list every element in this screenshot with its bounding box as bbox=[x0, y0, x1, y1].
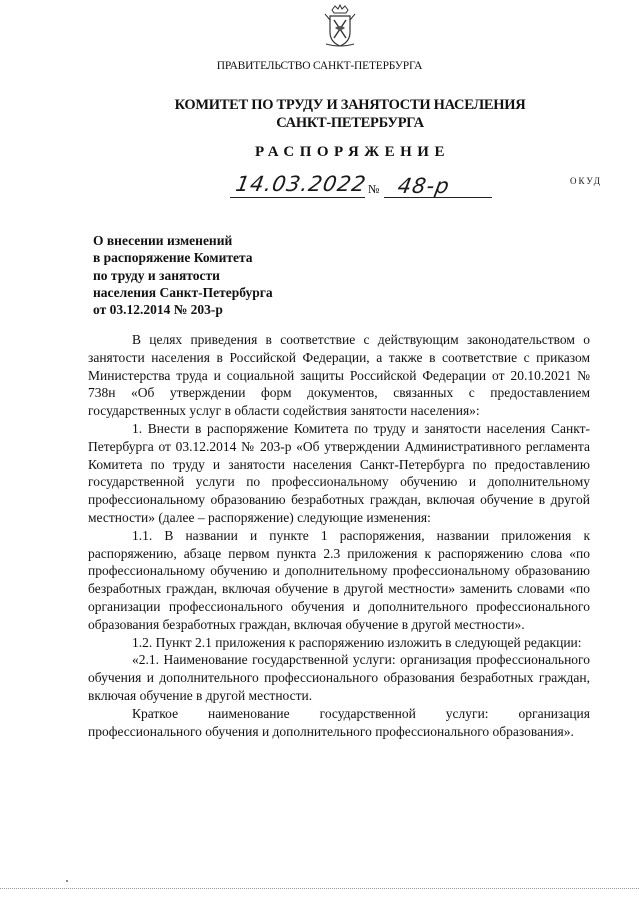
body-paragraph: 1.1. В названии и пункте 1 распоряжения, названии приложения к распоряжению, абзаце первом пункта 2.3 приложения к распоряжению слова «по профессиональному обучению и дополнительному профессиональному образованию безработных граждан, включая обучение в другой местности» заменить словами «по организации профессионального обучения и дополнительного профессионального образования безработных граждан, включая обучение в другой местности». bbox=[88, 527, 590, 632]
subject-line: в распоряжение Комитета bbox=[93, 250, 253, 266]
date-underline bbox=[230, 197, 365, 198]
body-paragraph: 1. Внести в распоряжение Комитета по труду и занятости населения Санкт-Петербурга от 03.12.2014 № 203-р «Об утверждении Административного регламента Комитета по труду и занятости населения Санкт-Петербурга по предоставлению государственной услуги по профессиональному обучению и дополнительному профессиональному образованию безработных граждан, включая обучение в другой местности» (далее – распоряжение) следующие изменения: bbox=[88, 420, 590, 525]
body-paragraph: Краткое наименование государственной услуги: организация профессионального обучения и дополнительного профессионального образования». bbox=[88, 705, 590, 739]
committee-name-line1: КОМИТЕТ ПО ТРУДУ И ЗАНЯТОСТИ НАСЕЛЕНИЯ bbox=[174, 97, 526, 113]
body-paragraph: В целях приведения в соответствие с действующим законодательством о занятости населения в Российской Федерации, а также в соответствие с приказом Министерства труда и социальной защиты Российской Федерации от 20.10.2021 № 738н «Об утверждении форм документов, связанных с предоставлением государственных услуг в области содействия занятости населения»: bbox=[88, 332, 590, 419]
body-paragraph: «2.1. Наименование государственной услуги: организация профессионального обучения и дополнительного профессионального образования безработных граждан, включая обучение в другой местности. bbox=[88, 652, 590, 703]
number-sign: № bbox=[368, 182, 380, 196]
number-underline bbox=[384, 197, 492, 198]
handwritten-number: 48-р bbox=[395, 174, 452, 198]
subject-line: по труду и занятости bbox=[93, 267, 220, 283]
document-type: РАСПОРЯЖЕНИЕ bbox=[255, 144, 450, 160]
subject-line: от 03.12.2014 № 203-р bbox=[93, 302, 223, 318]
government-name: ПРАВИТЕЛЬСТВО САНКТ-ПЕТЕРБУРГА bbox=[216, 60, 423, 72]
handwritten-date: 14.03.2022 bbox=[233, 172, 369, 196]
committee-name-line2: САНКТ-ПЕТЕРБУРГА bbox=[276, 115, 424, 131]
okud-label: ОКУД bbox=[570, 176, 602, 186]
page-bottom-edge bbox=[0, 888, 639, 889]
document-subject bbox=[93, 232, 313, 318]
scan-speck bbox=[66, 880, 68, 882]
coat-of-arms-icon bbox=[323, 4, 357, 48]
subject-line: О внесении изменений bbox=[93, 233, 233, 248]
body-paragraph: 1.2. Пункт 2.1 приложения к распоряжению изложить в следующей редакции: bbox=[132, 634, 582, 650]
document-body bbox=[88, 331, 590, 740]
subject-line: населения Санкт-Петербурга bbox=[93, 284, 273, 300]
committee-name bbox=[150, 96, 550, 132]
